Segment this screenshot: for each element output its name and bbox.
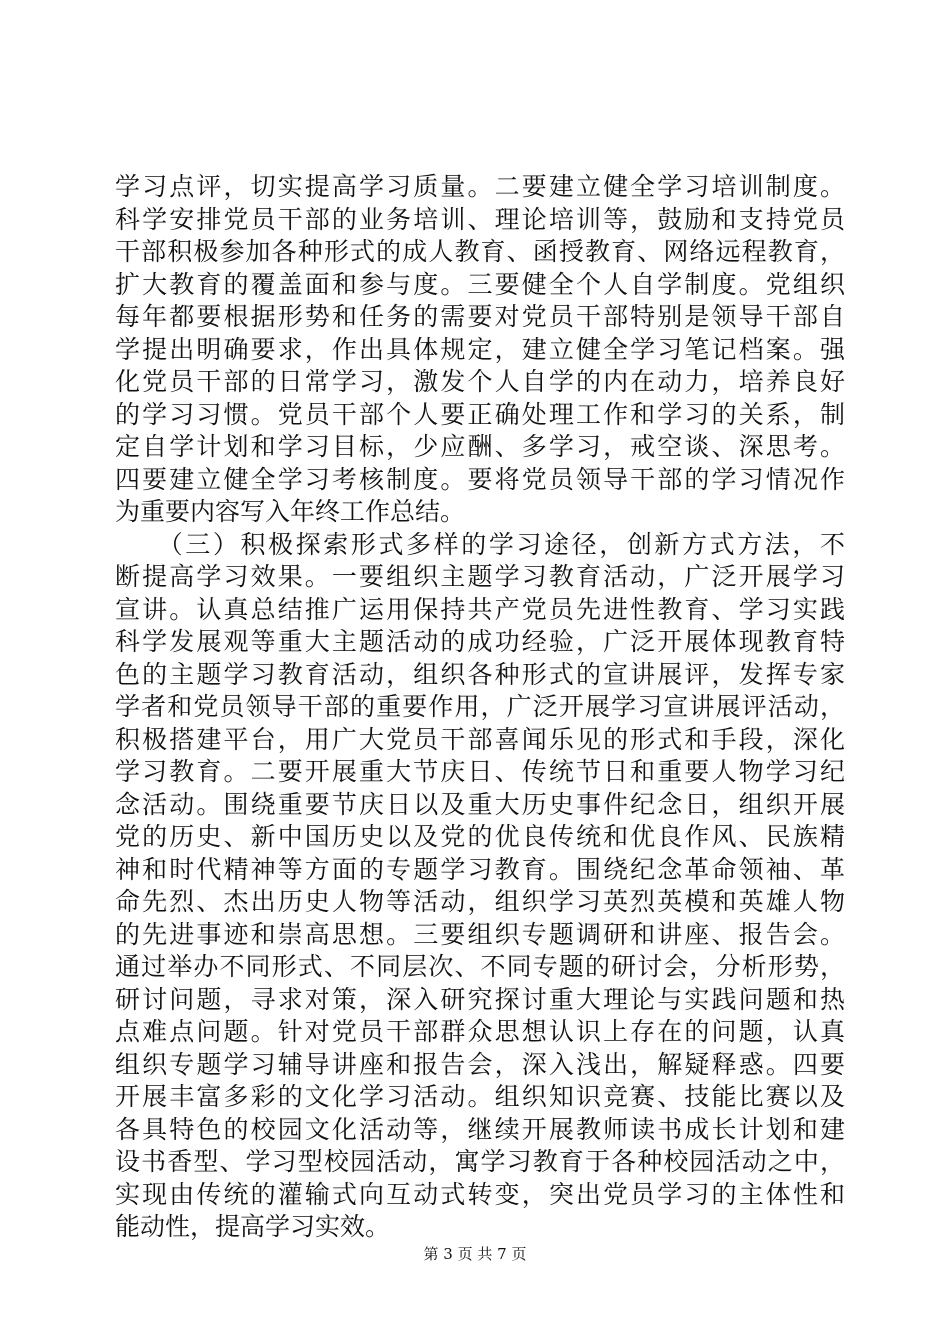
text-line: 设书香型、学习型校园活动，寓学习教育于各种校园活动之中， <box>115 1147 845 1176</box>
text-line: 四要建立健全学习考核制度。要将党员领导干部的学习情况作 <box>115 464 845 494</box>
text-line: 断提高学习效果。一要组织主题学习教育活动，广泛开展学习 <box>115 562 845 591</box>
text-line: 学提出明确要求，作出具体规定，建立健全学习笔记档案。强 <box>115 334 845 364</box>
page-footer: 第 3 页 共 7 页 <box>423 1245 527 1263</box>
text-line: 命先烈、杰出历史人物等活动，组织学习英烈英模和英雄人物 <box>115 887 845 916</box>
text-line: 干部积极参加各种形式的成人教育、函授教育、网络远程教育， <box>115 237 845 266</box>
text-line: 化党员干部的日常学习，激发个人自学的内在动力，培养良好 <box>115 367 845 396</box>
text-line: 念活动。围绕重要节庆日以及重大历史事件纪念日，组织开展 <box>115 789 845 819</box>
text-line: 研讨问题，寻求对策，深入研究探讨重大理论与实践问题和热 <box>115 984 845 1014</box>
text-line: 定自学计划和学习目标，少应酬、多学习，戒空谈、深思考。 <box>115 432 845 461</box>
text-line: 神和时代精神等方面的专题学习教育。围绕纪念革命领袖、革 <box>115 854 845 884</box>
text-line: 开展丰富多彩的文化学习活动。组织知识竞赛、技能比赛以及 <box>115 1082 845 1111</box>
text-line: 科学安排党员干部的业务培训、理论培训等，鼓励和支持党员 <box>115 204 845 234</box>
text-line: 扩大教育的覆盖面和参与度。三要健全个人自学制度。党组织 <box>115 269 845 299</box>
text-line: 学者和党员领导干部的重要作用，广泛开展学习宣讲展评活动， <box>115 692 845 721</box>
body-text <box>115 171 845 1244</box>
text-line: 的学习习惯。党员干部个人要正确处理工作和学习的关系，制 <box>115 399 845 429</box>
text-line: （三）积极探索形式多样的学习途径，创新方式方法，不 <box>115 529 845 559</box>
text-line: 各具特色的校园文化活动等，继续开展教师读书成长计划和建 <box>115 1114 845 1144</box>
text-line: 通过举办不同形式、不同层次、不同专题的研讨会，分析形势， <box>115 952 845 981</box>
text-line: 宣讲。认真总结推广运用保持共产党员先进性教育、学习实践 <box>115 594 845 624</box>
text-line: 实现由传统的灌输式向互动式转变，突出党员学习的主体性和 <box>115 1179 845 1209</box>
text-line: 的先进事迹和崇高思想。三要组织专题调研和讲座、报告会。 <box>115 919 845 949</box>
text-line: 学习点评，切实提高学习质量。二要建立健全学习培训制度。 <box>115 172 845 201</box>
text-line: 点难点问题。针对党员干部群众思想认识上存在的问题，认真 <box>115 1017 845 1046</box>
text-line: 为重要内容写入年终工作总结。 <box>115 497 466 526</box>
text-line: 学习教育。二要开展重大节庆日、传统节日和重要人物学习纪 <box>115 757 845 786</box>
text-line: 每年都要根据形势和任务的需要对党员干部特别是领导干部自 <box>115 302 845 331</box>
text-line: 科学发展观等重大主题活动的成功经验，广泛开展体现教育特 <box>115 627 845 656</box>
text-line: 组织专题学习辅导讲座和报告会，深入浅出，解疑释惑。四要 <box>115 1049 845 1079</box>
text-line: 党的历史、新中国历史以及党的优良传统和优良作风、民族精 <box>115 822 845 851</box>
text-line: 色的主题学习教育活动，组织各种形式的宣讲展评，发挥专家 <box>115 659 845 689</box>
text-line: 积极搭建平台，用广大党员干部喜闻乐见的形式和手段，深化 <box>115 724 845 754</box>
text-line: 能动性，提高学习实效。 <box>115 1212 391 1241</box>
